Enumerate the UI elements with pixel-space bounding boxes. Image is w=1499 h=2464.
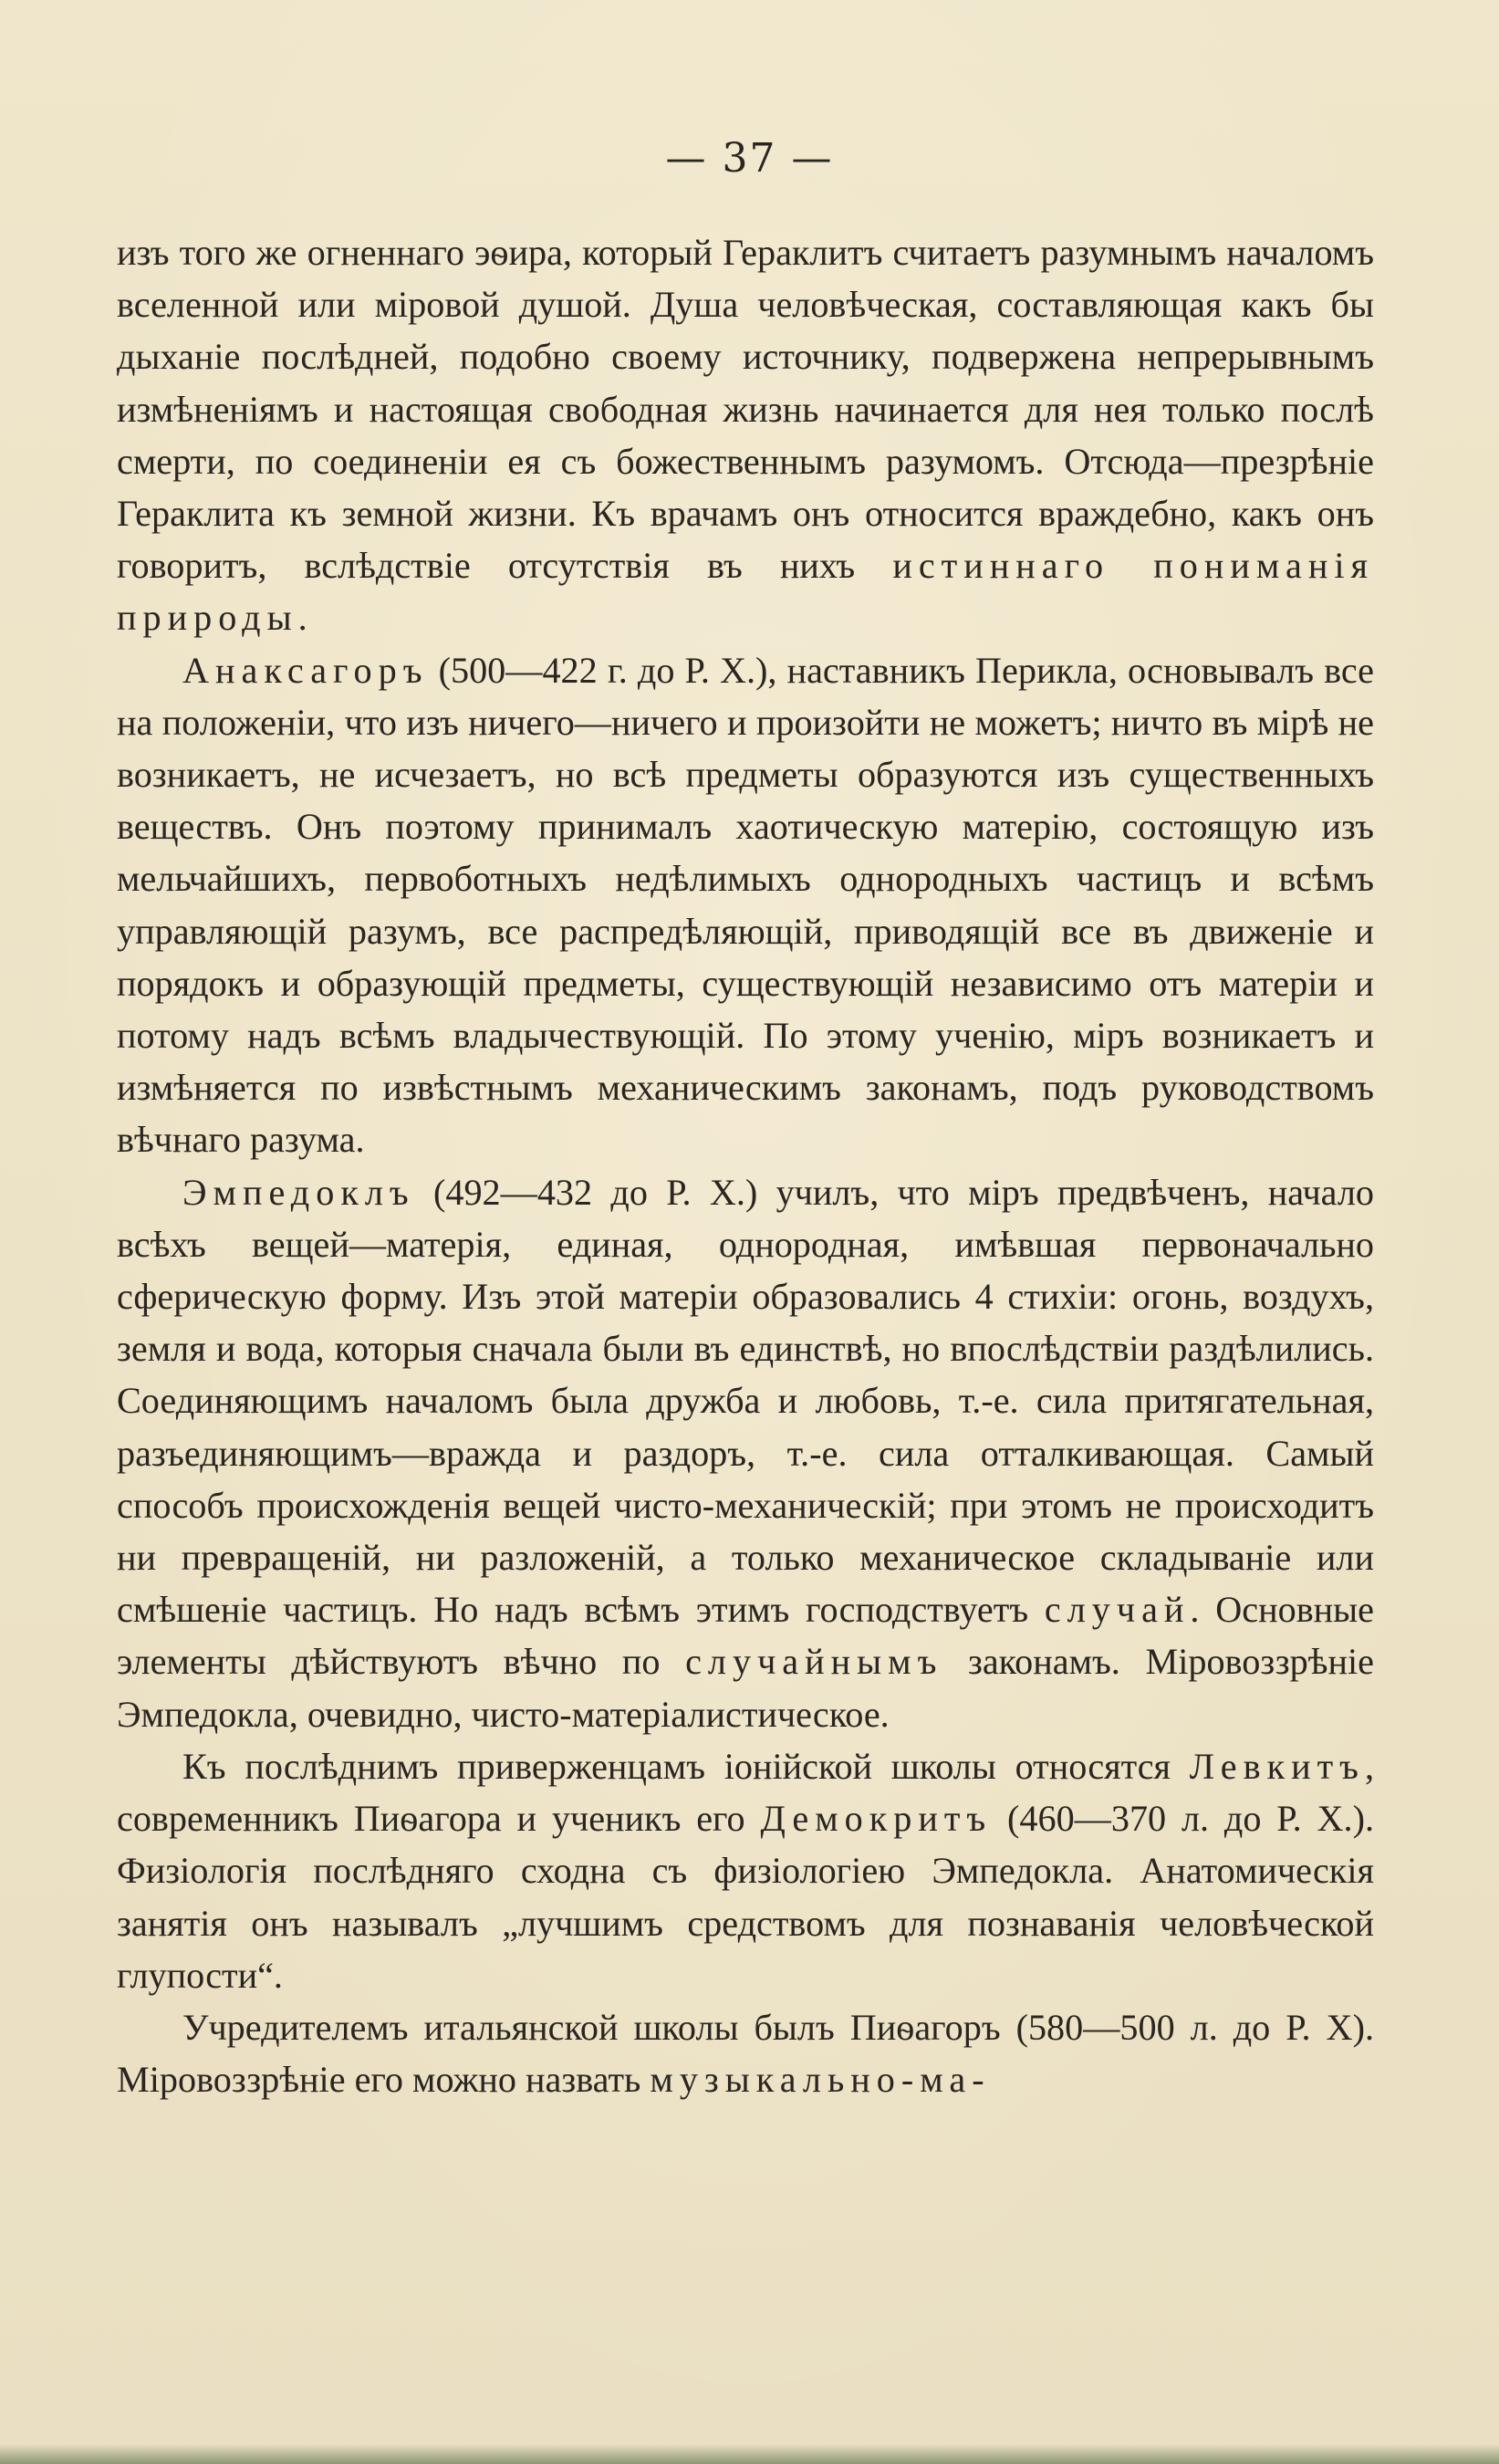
spaced-emphasis-text: истиннаго пониманія природы bbox=[117, 545, 1375, 639]
body-text bbox=[117, 226, 1374, 2105]
spaced-emphasis-text: Анаксагоръ bbox=[182, 649, 429, 691]
paragraph bbox=[117, 644, 1374, 1166]
text-run: , современникъ Пиѳагора и ученикъ его bbox=[117, 1745, 1374, 1840]
paragraph bbox=[117, 226, 1374, 644]
paragraph bbox=[117, 2001, 1374, 2105]
text-run: (492—432 до Р. Х.) училъ, что міръ предвѣченъ, начало всѣхъ вещей—матерія, единая, однородная, имѣвшая первоначально сферическую форму. Изъ этой матеріи образовались 4 стихіи: огонь, воздухъ, земля и вода, которыя сначала были въ единствѣ, но впослѣдствіи раздѣлились. Соединяющимъ началомъ была дружба и любовь, т.-е. сила притягательная, разъединяющимъ—вражда и раздоръ, т.-е. сила отталкивающая. Самый способъ происхожденія вещей чисто-механическій; при этомъ не происходитъ ни превращеній, ни разложеній, а только механическое складываніе или смѣшеніе частицъ. Но надъ всѣмъ этимъ господствуетъ bbox=[117, 1171, 1374, 1631]
spaced-emphasis-text: музыкально-ма- bbox=[650, 2059, 991, 2101]
text-run: законамъ. Міровоззрѣніе Эмпедокла, очевидно, чисто-матеріалистическое. bbox=[117, 1641, 1375, 1735]
text-run: Къ послѣднимъ приверженцамъ іонійской школы относятся bbox=[182, 1745, 1190, 1787]
text-run: . bbox=[297, 597, 307, 639]
page-edge bbox=[0, 2444, 1499, 2464]
paragraph bbox=[117, 1740, 1374, 2001]
spaced-emphasis-text: случай bbox=[1044, 1589, 1191, 1631]
text-run: изъ того же огненнаго эѳира, который Гераклитъ считаетъ разумнымъ началомъ вселенной или міровой душой. Душа человѣческая, составляющая какъ бы дыханіе послѣдней, подобно своему источнику, подвержена непрерывнымъ измѣненіямъ и настоящая свободная жизнь начинается для нея только послѣ смерти, по соединеніи ея съ божественнымъ разумомъ. Отсюда—презрѣніе Гераклита къ земной жизни. Къ врачамъ онъ относится враждебно, какъ онъ говоритъ, вслѣдствіе отсутствія въ нихъ bbox=[117, 232, 1374, 587]
spaced-emphasis-text: случайнымъ bbox=[685, 1641, 943, 1683]
spaced-emphasis-text: Демокритъ bbox=[760, 1798, 993, 1840]
text-run: . Основные элементы дѣйствуютъ вѣчно по bbox=[117, 1589, 1375, 1683]
text-run: Учредителемъ итальянской школы былъ Пиѳагоръ (580—500 л. до Р. Х). Міровоззрѣніе его можно назвать bbox=[117, 2006, 1374, 2101]
text-run: (460—370 л. до Р. Х.). Физіологія послѣдняго сходна съ физіологіею Эмпедокла. Анатомическія занятія онъ называлъ „лучшимъ средствомъ для познаванія человѣческой глупости“. bbox=[117, 1798, 1374, 1996]
text-run: (500—422 г. до Р. Х.), наставникъ Перикла, основывалъ все на положеніи, что изъ ничего—ничего и произойти не можетъ; ничто въ мірѣ не возникаетъ, не исчезаетъ, но всѣ предметы образуются изъ существенныхъ веществъ. Онъ поэтому принималъ хаотическую матерію, состоящую изъ мельчайшихъ, первоботныхъ недѣлимыхъ однородныхъ частицъ и всѣмъ управляющій разумъ, все распредѣляющій, приводящій все въ движеніе и порядокъ и образующій предметы, существующій независимо отъ матеріи и потому надъ всѣмъ владычествующій. По этому ученію, міръ возникаетъ и измѣняется по извѣстнымъ механическимъ законамъ, подъ руководствомъ вѣчнаго разума. bbox=[117, 649, 1374, 1161]
page-number: — 37 — bbox=[665, 135, 834, 182]
spaced-emphasis-text: Левкитъ bbox=[1189, 1745, 1365, 1787]
spaced-emphasis-text: Эмпедоклъ bbox=[182, 1171, 415, 1213]
paragraph bbox=[117, 1166, 1374, 1740]
